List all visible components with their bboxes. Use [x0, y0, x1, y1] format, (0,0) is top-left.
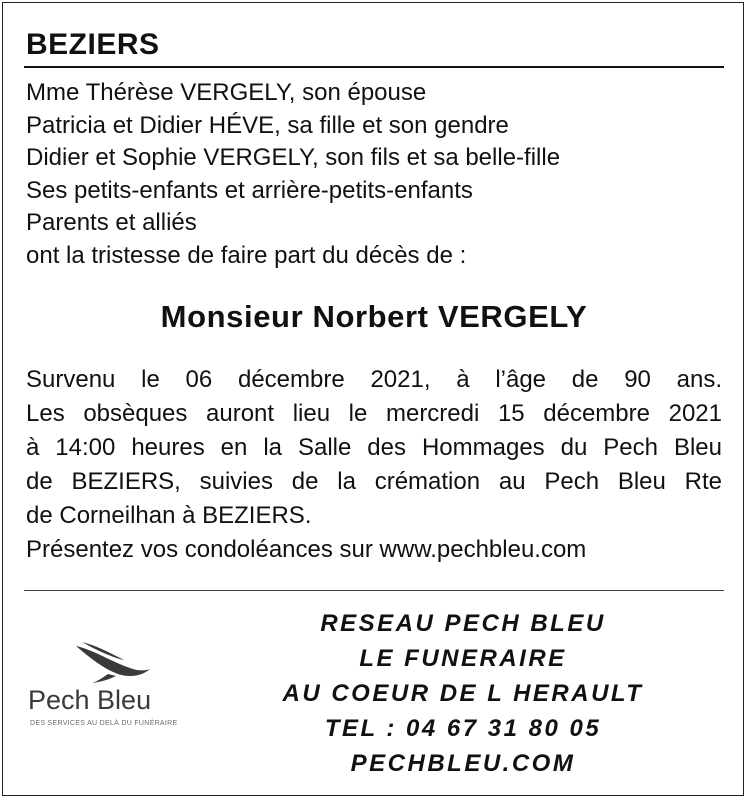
network-block	[228, 606, 698, 781]
swallow-bird-icon	[72, 640, 152, 684]
network-phone: TEL : 04 67 31 80 05	[324, 715, 602, 742]
detail-line: de Corneilhan à BEZIERS.	[26, 502, 312, 529]
family-list	[26, 77, 726, 272]
footer-divider	[24, 590, 724, 591]
family-line: Parents et alliés	[26, 209, 197, 236]
funeral-details	[26, 363, 722, 567]
detail-line: Les obsèques auront lieu le mercredi 15 décembre 2021	[26, 400, 722, 427]
network-website: PECHBLEU.COM	[350, 750, 576, 777]
detail-line: de BEZIERS, suivies de la crémation au Pech Bleu Rte	[26, 468, 722, 495]
family-line: Mme Thérèse VERGELY, son épouse	[26, 79, 427, 106]
detail-line: Présentez vos condoléances sur www.pechbleu.com	[26, 536, 587, 563]
family-line: Ses petits-enfants et arrière-petits-enfants	[26, 176, 473, 204]
deceased-name: Monsieur Norbert VERGELY	[160, 299, 588, 334]
detail-line: à 14:00 heures en la Salle des Hommages du Pech Bleu	[26, 434, 722, 461]
network-line: AU COEUR DE L HERAULT	[282, 680, 644, 707]
network-line: RESEAU PECH BLEU	[320, 610, 606, 637]
heading-divider	[24, 66, 724, 68]
city-heading: BEZIERS	[26, 28, 160, 61]
family-line: ont la tristesse de faire part du décès de :	[26, 241, 467, 269]
network-line: LE FUNERAIRE	[359, 645, 567, 672]
logo-tagline: DES SERVICES AU DELÀ DU FUNÉRAIRE	[30, 720, 178, 727]
detail-line: Survenu le 06 décembre 2021, à l’âge de 90 ans.	[26, 366, 722, 393]
family-line: Didier et Sophie VERGELY, son fils et sa belle-fille	[26, 144, 561, 171]
logo-wordmark: Pech Bleu	[28, 685, 152, 715]
pech-bleu-logo	[22, 640, 212, 735]
family-line: Patricia et Didier HÉVE, sa fille et son gendre	[26, 111, 509, 139]
